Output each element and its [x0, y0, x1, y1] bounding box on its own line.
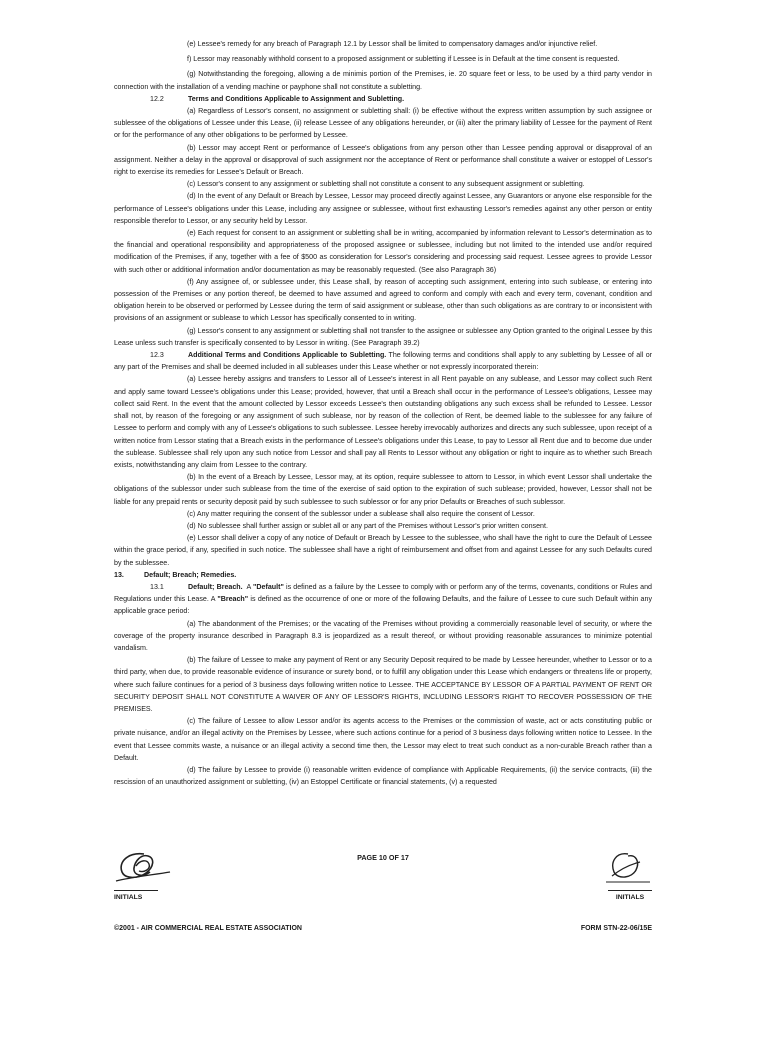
paragraph-12-2-f: (f) Any assignee of, or sublessee under, this Lease shall, by reason of accepting such assignment, entering into such sublease, or entering into possession of the Premises or any portion thereof, be deemed to have assumed and agreed to conform and comply with each and every term, covenant, condition and obligation herein to be observed or performed by Lessee during the term of said assignment or sublease, other than such obligations as are contrary to or inconsistent with provisions of an assignment or sublease to which Lessor has specifically consented to in writing. [114, 277, 652, 323]
section-title: Terms and Conditions Applicable to Assignment and Subletting. [188, 94, 405, 103]
paragraph-12-2-c: (c) Lessor's consent to any assignment or subletting shall not constitute a consent to any subsequent assignment or subletting. [187, 180, 585, 189]
page-number: PAGE 10 OF 17 [357, 853, 409, 862]
paragraph-13-1-c: (c) The failure of Lessee to allow Lessor and/or its agents access to the Premises or the commission of waste, act or acts constituting public or private nuisance, and/or an illegal activity on the Premises by Lessee, where such actions continue for a period of 3 business days following written notice to Lessee. In the event that Lessee commits waste, a nuisance or an illegal activity a second time then, the Lessor may elect to treat such conduct as a non-curable Breach rather than a Default. [114, 717, 652, 762]
section-text: is defined as the occurrence of one or more of the following Defaults, and the failure of Lessee to cure such Default within any applicable grace period: [114, 595, 652, 616]
paragraph-12-3-c: (c) Any matter requiring the consent of the sublessor under a sublease shall also require the consent of Lessor. [187, 509, 535, 518]
paragraph-12-2-d: (d) In the event of any Default or Breach by Lessee, Lessor may proceed directly against Lessee, any Guarantors or anyone else responsible for the performance of Lessee's obligations under this Lease, including any assignee or sublessee, without first exhausting Lessor's remedies against any other person or entity responsible therefor to Lessor, or any security held by Lessor. [114, 192, 652, 225]
section-13-1 [114, 581, 652, 618]
paragraph-12-3-d: (d) No sublessee shall further assign or sublet all or any part of the Premises without Lessor's prior written consent. [187, 521, 548, 530]
section-text: The following terms and conditions shall apply to any subletting by Lessee of all or any part of the Premises and shall be deemed included in all subleases under this Lease whether or not expressly incorporated therein: [114, 351, 652, 372]
paragraph-12-1-g: (g) Notwithstanding the foregoing, allowing a de minimis portion of the Premises, ie. 20 square feet or less, to be used by a third party vendor in connection with the installation of a vending machine or payphone shall not constitute a subletting. [114, 70, 652, 91]
paragraph-12-1-f: f) Lessor may reasonably withhold consent to a proposed assignment or subletting if Lessee is in Default at the time consent is requested. [187, 55, 620, 64]
article-title: Default; Breach; Remedies. [144, 570, 237, 579]
paragraph-12-3-b: (b) In the event of a Breach by Lessee, Lessor may, at its option, require sublessee to attorn to Lessor, in which event Lessor shall undertake the obligations of the sublessor under such sublease from the time of the exercise of said option to the expiration of such sublease; provided, however, Lessor shall not be liable for any prepaid rents or security deposit paid by such sublessee to such sublessor or for any prior Defaults or Breaches of such sublessor. [114, 473, 652, 506]
initials-signature-right [592, 848, 652, 886]
paragraph-12-1-e: (e) Lessee's remedy for any breach of Paragraph 12.1 by Lessor shall be limited to compensatory damages and/or injunctive relief. [187, 40, 598, 48]
page-footer [114, 848, 652, 948]
article-13-heading [114, 569, 652, 581]
copyright-notice: ©2001 - AIR COMMERCIAL REAL ESTATE ASSOCIATION [114, 925, 302, 932]
form-identifier: FORM STN-22-06/15E [580, 925, 652, 932]
paragraph-13-1-a: (a) The abandonment of the Premises; or the vacating of the Premises without providing a commercially reasonable level of security, or where the coverage of the property insurance described in Paragraph 8.3 is jeopardized as a result thereof, or without providing reasonable assurances to minimize potential vandalism. [114, 619, 652, 652]
paragraph-13-1-d: (d) The failure by Lessee to provide (i) reasonable written evidence of compliance with Applicable Requirements, (ii) the service contracts, (iii) the rescission of an unauthorized assignment or subletting, (iv) an Estoppel Certificate or financial statements, (v) a requested [114, 765, 652, 787]
page-body [114, 38, 652, 788]
section-number: 12.2 [150, 94, 164, 103]
paragraph-12-2-a: (a) Regardless of Lessor's consent, no assignment or subletting shall: (i) be effective without the express written assumption by such assignee or sublessee of the obligations of Lessee under this Lease, (ii) release Lessee of any obligations hereunder, or (iii) alter the primary liability of Lessee for the payment of Rent or for the performance of any other obligations to be performed by Lessee. [114, 107, 652, 140]
defined-term-breach: "Breach" [217, 595, 249, 604]
section-title: Additional Terms and Conditions Applicable to Subletting. [188, 351, 387, 360]
section-text: A [246, 582, 251, 591]
section-title: Default; Breach. [188, 582, 243, 591]
section-number: 12.3 [150, 351, 164, 360]
paragraph-12-2-b: (b) Lessor may accept Rent or performance of Lessee's obligations from any person other than Lessee pending approval or disapproval of an assignment. Neither a delay in the approval or disapproval of such assignment nor the acceptance of Rent or performance shall constitute a waiver or estoppel of Lessor's right to exercise its remedies for Lessee's Default or Breach. [114, 143, 652, 177]
paragraph-13-1-b: (b) The failure of Lessee to make any payment of Rent or any Security Deposit required to be made by Lessee hereunder, whether to Lessor or to a third party, when due, to provide reasonable evidence of insurance or surety bond, or to fulfill any obligation under this Lease which endangers or threatens life or property, where such failure continues for a period of 3 business days following written notice to Lessee. THE ACCEPTANCE BY LESSOR OF A PARTIAL PAYMENT OF RENT OR SECURITY DEPOSIT SHALL NOT CONSTITUTE A WAIVER OF ANY OF LESSOR'S RIGHTS, INCLUDING LESSOR'S RIGHT TO RECOVER POSSESSION OF THE PREMISES. [114, 656, 652, 713]
paragraph-12-2-g: (g) Lessor's consent to any assignment or subletting shall not transfer to the assignee or sublessee any Option granted to the original Lessee by this Lease unless such transfer is specifically consented to by Lessor in writing. (See Paragraph 39.2) [114, 326, 652, 347]
section-12-2-heading [114, 93, 652, 105]
paragraph-12-2-e: (e) Each request for consent to an assignment or subletting shall be in writing, accompanied by information relevant to Lessor's determination as to the financial and operational responsibility and appropriateness of the proposed assignee or sublessee, including but not limited to the intended use and/or required modification of the Premises, if any, together with a fee of $500 as consideration for Lessor's considering and processing said request. Lessee agrees to provide Lessor with such other or additional information and/or documentation as may be reasonably requested. (See also Paragraph 36) [114, 229, 652, 274]
paragraph-12-3-a: (a) Lessee hereby assigns and transfers to Lessor all of Lessee's interest in all Rent payable on any sublease, and Lessor may collect such Rent and apply same toward Lessee's obligations under this Lease; provided, however, that until a Breach shall occur in the performance of Lessee's obligations, Lessee may collect said Rent. In the event that the amount collected by Lessor exceeds Lessee's then outstanding obligations any such excess shall be refunded to Lessee. Lessor shall not, by reason of the foregoing or any assignment of such sublease, nor by reason of the collection of Rent, be deemed liable to the sublessee for any failure of Lessee to perform and comply with any of Lessee's obligations to such sublessee. Lessee hereby irrevocably authorizes and directs any such sublessee, upon receipt of a written notice from Lessor stating that a Breach exists in the performance of Lessee's obligations under this Lease, to pay to Lessor all Rent due and to become due under the sublease. Sublessee shall rely upon any such notice from Lessor and shall pay all Rents to Lessor without any obligation or right to inquire as to whether such Breach exists, notwithstanding any claim from Lessee to the contrary. [114, 375, 652, 469]
initials-label-right: INITIALS [608, 890, 652, 904]
initials-label-left: INITIALS [114, 890, 158, 904]
section-text: is defined as a failure by the Lessee to comply with or perform any of the terms, covenants, conditions or Rules and Regulations under this Lease. A [114, 582, 652, 604]
defined-term-default: "Default" [253, 582, 284, 591]
paragraph-12-3-e: (e) Lessor shall deliver a copy of any notice of Default or Breach by Lessee to the sublessee, who shall have the right to cure the Default of Lessee within the grace period, if any, specified in such notice. The sublessee shall have a right of reimbursement and offset from and against Lessee for any such Defaults cured by the sublessee. [114, 534, 652, 567]
initials-block-right [592, 848, 652, 904]
section-12-3 [114, 349, 652, 373]
article-number: 13. [114, 570, 124, 579]
section-number: 13.1 [150, 582, 164, 591]
